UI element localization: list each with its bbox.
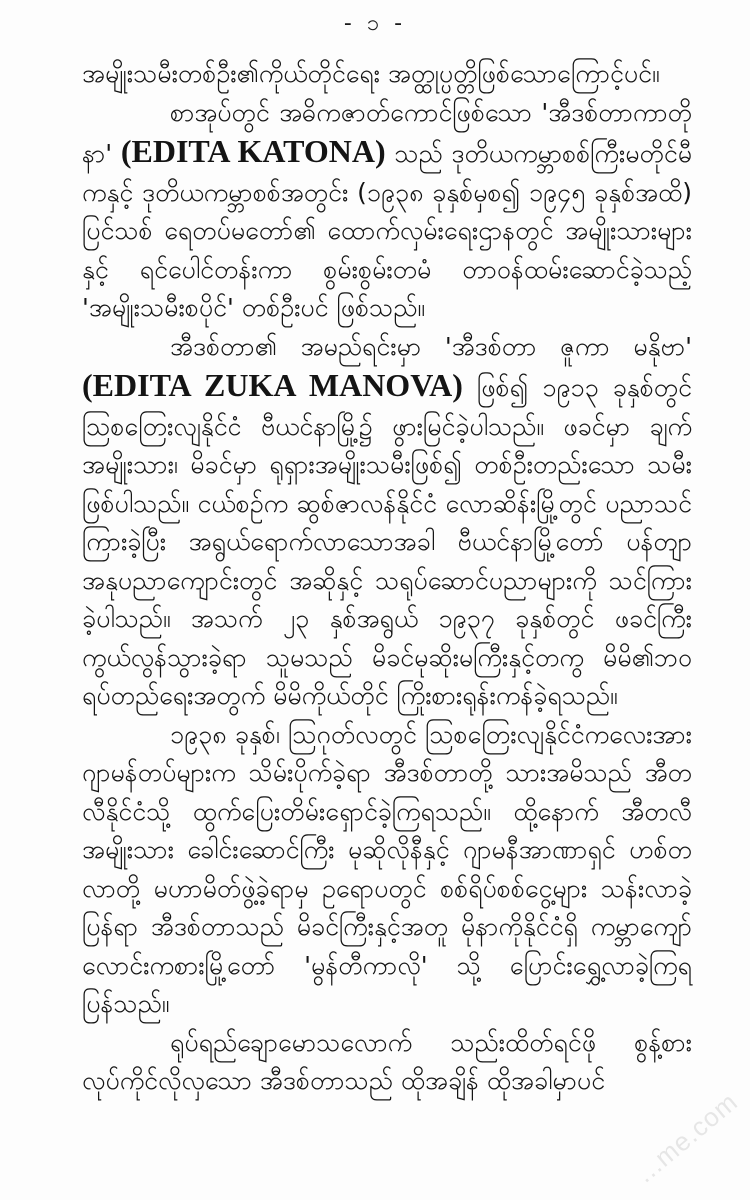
paragraph-3-text-after: ဖြစ်၍ ၁၉၁၃ ခုနှစ်တွင် ဩစတြေးလျနိုင်ငံ ဗီယင်နာမြို့၌ ဖွားမြင်ခဲ့ပါသည်။ ဖခင်မှာ ချက်အမျိုးသား၊ မိခင်မှာ ရုရှားအမျိုးသမီးဖြစ်၍ တစ်ဦးတည်းသော သမီးဖြစ်ပါသည်။ ငယ်စဉ်က ဆွစ်ဇာလန်နိုင်ငံ လောဆိန်းမြို့တွင် ပညာသင်ကြားခဲ့ပြီး အရွယ်ရောက်လာသောအခါ ဗီယင်နာမြို့တော် ပန်တျာအနုပညာကျောင်းတွင် အဆိုနှင့် သရုပ်ဆောင်ပညာများကို သင်ကြားခဲ့ပါသည်။ အသက် ၂၃ နှစ်အရွယ် ၁၉၃၇ ခုနှစ်တွင် ဖခင်ကြီးကွယ်လွန်သွားခဲ့ရာ သူမသည် မိခင်မုဆိုးမကြီးနှင့်တကွ မိမိ၏ဘဝရပ်တည်ရေးအတွက် မိမိကိုယ်တိုင် ကြိုးစားရုန်းကန်ခဲ့ရသည်။ <box>82 373 692 710</box>
paragraph-4: ၁၉၃၈ ခုနှစ်၊ ဩဂုတ်လတွင် ဩစတြေးလျနိုင်ငံကလေးအား ဂျာမန်တပ်များက သိမ်းပိုက်ခဲ့ရာ အီဒစ်တာတို့ သားအမိသည် အီတလီနိုင်ငံသို့ ထွက်ပြေးတိမ်းရှောင်ခဲ့ကြရသည်။ ထို့နောက် အီတလီအမျိုးသား ခေါင်းဆောင်ကြီး မုဆိုလိုနီနှင့် ဂျာမနီအာဏာရှင် ဟစ်တလာတို့ မဟာမိတ်ဖွဲ့ခဲ့ရာမှ ဥရောပတွင် စစ်ရိပ်စစ်ငွေ့များ သန်းလာခဲ့ပြန်ရာ အီဒစ်တာသည် မိခင်ကြီးနှင့်အတူ မိုနာကိုနိုင်ငံရှိ ကမ္ဘာကျော် လောင်းကစားမြို့တော် 'မွန်တီကာလို' သို့ ပြောင်းရွှေ့လာခဲ့ကြရပြန်သည်။ <box>82 719 692 1018</box>
paragraph-2-text-before: စာအုပ်တွင် အဓိကဇာတ်ကောင်ဖြစ်သော 'အီဒစ်တာကာတိုနာ' <box>82 97 692 168</box>
paragraph-1: အမျိုးသမီးတစ်ဦး၏ကိုယ်တိုင်ရေး အတ္ထုပ္ပတ္တိဖြစ်သောကြောင့်ပင်။ <box>82 59 660 88</box>
watermark-text: ...me.com <box>629 1086 744 1189</box>
latin-name-edita-zuka-manova: (EDITA ZUKA MANOVA) <box>82 367 463 403</box>
body-text <box>82 55 692 1101</box>
latin-name-edita-katona: (EDITA KATONA) <box>120 133 386 169</box>
paragraph-5: ရုပ်ရည်ချောမောသလောက် သည်းထိတ်ရင်ဖို စွန့်စားလုပ်ကိုင်လိုလှသော အီဒစ်တာသည် ထိုအချိန် ထိုအခါမှာပင် <box>82 1027 692 1095</box>
paragraph-2-text-after: သည် ဒုတိယကမ္ဘာစစ်ကြီးမတိုင်မီကနှင့် ဒုတိယကမ္ဘာစစ်အတွင်း (၁၉၃၈ ခုနှစ်မှစ၍ ၁၉၄၅ ခုနှစ်အထိ) ပြင်သစ် ရေတပ်မတော်၏ ထောက်လှမ်းရေးဌာနတွင် အမျိုးသားများနှင့် ရင်ပေါင်တန်းကာ စွမ်းစွမ်းတမံ တာဝန်ထမ်းဆောင်ခဲ့သည့် 'အမျိုးသမီးစပိုင်' တစ်ဦးပင် ဖြစ်သည်။ <box>82 139 693 322</box>
page-number: - ၁ - <box>343 11 407 36</box>
paragraph-2 <box>82 94 692 328</box>
paragraph-3 <box>82 328 692 716</box>
paragraph-3-text-before: အီဒစ်တာ၏ အမည်ရင်းမှာ 'အီဒစ်တာ ဇူကာ မနိုဗာ' <box>170 331 692 361</box>
